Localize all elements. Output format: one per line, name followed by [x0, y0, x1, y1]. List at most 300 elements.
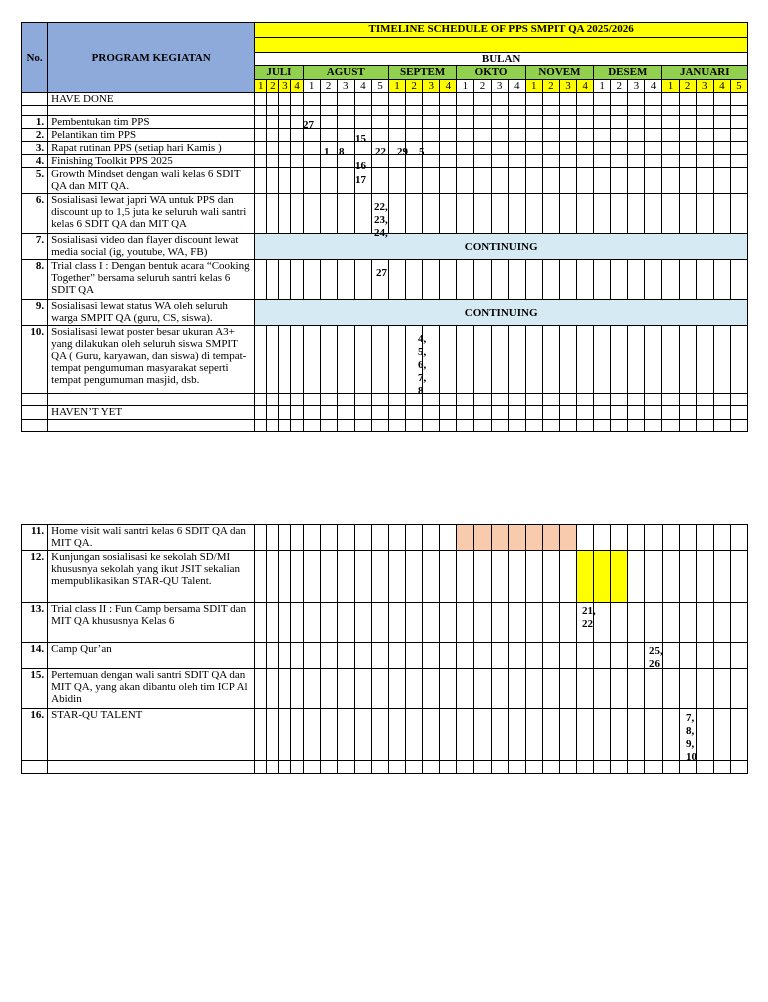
grid-cell	[559, 129, 576, 142]
grid-cell	[594, 709, 611, 761]
grid-cell	[48, 761, 255, 774]
grid-cell	[491, 116, 508, 129]
grid-cell	[594, 551, 611, 603]
grid-cell	[730, 761, 747, 774]
month-septem: SEPTEM	[388, 66, 456, 80]
grid-cell	[320, 761, 337, 774]
grid-cell	[337, 93, 354, 106]
grid-cell	[577, 406, 594, 420]
grid-cell	[457, 142, 474, 155]
grid-cell	[337, 643, 354, 669]
table-row	[22, 168, 748, 194]
grid-cell	[525, 761, 542, 774]
empty-cell	[22, 93, 48, 106]
program-text: Kunjungan sosialisasi ke sekolah SD/MI khususnya sekolah yang ikut JSIT sekalian mempublikasikan STAR-QU Talent.	[48, 551, 255, 603]
grid-cell	[320, 709, 337, 761]
grid-cell	[559, 142, 576, 155]
row-number: 6.	[22, 194, 48, 234]
grid-cell	[291, 155, 303, 168]
grid-cell	[440, 406, 457, 420]
grid-cell	[291, 551, 303, 603]
grid-cell	[279, 260, 291, 300]
grid-cell	[388, 116, 405, 129]
grid-cell	[389, 669, 406, 709]
week-cell: 2	[406, 80, 423, 93]
table-row	[22, 326, 748, 394]
grid-cell	[611, 129, 628, 142]
grid-cell	[508, 525, 525, 551]
grid-cell	[440, 142, 457, 155]
grid-cell	[730, 394, 747, 406]
grid-cell	[303, 420, 320, 432]
grid-cell	[679, 406, 696, 420]
grid-cell	[525, 168, 542, 194]
grid-cell	[542, 709, 559, 761]
grid-cell	[457, 194, 474, 234]
grid-cell	[628, 106, 645, 116]
grid-cell	[255, 142, 267, 155]
grid-cell	[440, 643, 457, 669]
week-cell: 1	[662, 80, 679, 93]
grid-cell	[388, 420, 405, 432]
grid-cell	[559, 155, 576, 168]
program-text: STAR-QU TALENT	[48, 709, 255, 761]
grid-cell	[371, 93, 388, 106]
grid-cell	[542, 420, 559, 432]
grid-cell	[423, 106, 440, 116]
grid-cell	[525, 326, 542, 394]
grid-cell	[679, 155, 696, 168]
grid-cell	[542, 669, 559, 709]
grid-cell	[577, 260, 594, 300]
grid-cell	[440, 394, 457, 406]
mark-row6: 22, 23, 24,	[374, 201, 388, 239]
grid-cell	[542, 603, 559, 643]
grid-cell	[542, 394, 559, 406]
grid-cell	[337, 406, 354, 420]
grid-cell	[371, 129, 388, 142]
grid-cell	[457, 669, 474, 709]
grid-cell	[696, 260, 713, 300]
grid-cell	[423, 420, 440, 432]
spacer-row	[22, 761, 748, 774]
grid-cell	[354, 669, 371, 709]
grid-cell	[611, 603, 628, 643]
grid-cell	[457, 106, 474, 116]
grid-cell	[645, 551, 662, 603]
grid-cell	[594, 420, 611, 432]
grid-cell	[713, 93, 730, 106]
grid-cell	[267, 106, 279, 116]
grid-cell	[279, 761, 291, 774]
grid-cell	[474, 420, 491, 432]
grid-cell	[267, 643, 279, 669]
grid-cell	[645, 168, 662, 194]
grid-cell	[713, 761, 730, 774]
mark-row1: 27	[303, 119, 314, 131]
grid-cell	[696, 551, 713, 603]
grid-cell	[423, 194, 440, 234]
grid-cell	[730, 326, 747, 394]
mark-row3-d: 29	[397, 146, 408, 158]
grid-cell	[508, 394, 525, 406]
grid-cell	[662, 260, 679, 300]
grid-cell	[542, 93, 559, 106]
grid-cell	[525, 603, 542, 643]
grid-cell	[22, 420, 48, 432]
grid-cell	[354, 116, 371, 129]
grid-cell	[440, 761, 457, 774]
grid-cell	[577, 142, 594, 155]
grid-cell	[645, 106, 662, 116]
week-cell: 1	[594, 80, 611, 93]
grid-cell	[474, 326, 491, 394]
grid-cell	[559, 420, 576, 432]
grid-cell	[474, 168, 491, 194]
grid-cell	[491, 603, 508, 643]
grid-cell	[354, 643, 371, 669]
month-agust: AGUST	[303, 66, 388, 80]
grid-cell	[474, 106, 491, 116]
table-row	[22, 300, 748, 326]
grid-cell	[291, 603, 303, 643]
grid-cell	[594, 129, 611, 142]
grid-cell	[491, 93, 508, 106]
grid-cell	[696, 129, 713, 142]
section-have-done	[22, 93, 748, 106]
grid-cell	[354, 709, 371, 761]
grid-cell	[255, 603, 267, 643]
grid-cell	[525, 420, 542, 432]
grid-cell	[303, 525, 320, 551]
grid-cell	[645, 194, 662, 234]
grid-cell	[594, 260, 611, 300]
grid-cell	[508, 260, 525, 300]
grid-cell	[354, 551, 371, 603]
grid-cell	[388, 93, 405, 106]
grid-cell	[491, 394, 508, 406]
grid-cell	[491, 761, 508, 774]
grid-cell	[440, 603, 457, 643]
grid-cell	[628, 129, 645, 142]
grid-cell	[713, 106, 730, 116]
grid-cell	[406, 194, 423, 234]
grid-cell	[611, 155, 628, 168]
table-row	[22, 669, 748, 709]
grid-cell	[267, 669, 279, 709]
grid-cell	[337, 603, 354, 643]
grid-cell	[371, 116, 388, 129]
grid-cell	[423, 603, 440, 643]
grid-cell	[354, 93, 371, 106]
grid-cell	[713, 394, 730, 406]
program-text: Pelantikan tim PPS	[48, 129, 255, 142]
grid-cell	[267, 406, 279, 420]
grid-cell	[255, 406, 267, 420]
grid-cell	[713, 551, 730, 603]
grid-cell	[423, 669, 440, 709]
grid-cell	[662, 129, 679, 142]
grid-cell	[730, 168, 747, 194]
grid-cell	[303, 326, 320, 394]
grid-cell	[696, 525, 713, 551]
grid-cell	[457, 93, 474, 106]
grid-cell	[679, 106, 696, 116]
grid-cell	[696, 106, 713, 116]
grid-cell	[730, 116, 747, 129]
program-text: Pertemuan dengan wali santri SDIT QA dan MIT QA, yang akan dibantu oleh tim ICP Al Abidin	[48, 669, 255, 709]
grid-cell	[508, 551, 525, 603]
section-label-not-yet: HAVEN’T YET	[48, 406, 255, 420]
grid-cell	[291, 326, 303, 394]
grid-cell	[508, 603, 525, 643]
grid-cell	[508, 194, 525, 234]
grid-cell	[354, 394, 371, 406]
grid-cell	[628, 669, 645, 709]
grid-cell	[542, 106, 559, 116]
grid-cell	[713, 709, 730, 761]
grid-cell	[423, 709, 440, 761]
grid-cell	[406, 106, 423, 116]
grid-cell	[354, 194, 371, 234]
grid-cell	[611, 761, 628, 774]
grid-cell	[423, 551, 440, 603]
program-text: Growth Mindset dengan wali kelas 6 SDIT QA dan MIT QA.	[48, 168, 255, 194]
grid-cell	[559, 93, 576, 106]
grid-cell	[542, 142, 559, 155]
grid-cell	[713, 525, 730, 551]
grid-cell	[406, 93, 423, 106]
grid-cell	[279, 129, 291, 142]
grid-cell	[696, 326, 713, 394]
grid-cell	[440, 116, 457, 129]
grid-cell	[508, 326, 525, 394]
continuing-bar: CONTINUING	[255, 234, 748, 260]
grid-cell	[628, 394, 645, 406]
grid-cell	[423, 761, 440, 774]
grid-cell	[457, 643, 474, 669]
grid-cell	[279, 155, 291, 168]
grid-cell	[255, 551, 267, 603]
grid-cell	[662, 155, 679, 168]
program-text: Pembentukan tim PPS	[48, 116, 255, 129]
grid-cell	[730, 93, 747, 106]
grid-cell	[371, 394, 388, 406]
grid-cell	[406, 116, 423, 129]
week-cell: 3	[337, 80, 354, 93]
grid-cell	[679, 168, 696, 194]
grid-cell	[662, 142, 679, 155]
grid-cell	[440, 669, 457, 709]
grid-cell	[371, 260, 388, 300]
grid-cell	[491, 525, 508, 551]
grid-cell	[320, 326, 337, 394]
month-novem: NOVEM	[525, 66, 593, 80]
grid-cell	[337, 761, 354, 774]
grid-cell	[291, 194, 303, 234]
grid-cell	[713, 116, 730, 129]
grid-cell	[22, 106, 48, 116]
grid-cell	[303, 106, 320, 116]
grid-cell	[388, 406, 405, 420]
grid-cell	[457, 394, 474, 406]
month-juli: JULI	[255, 66, 303, 80]
grid-cell	[337, 260, 354, 300]
grid-cell	[255, 709, 267, 761]
grid-cell	[508, 761, 525, 774]
table-row	[22, 116, 748, 129]
grid-cell	[696, 406, 713, 420]
grid-cell	[22, 406, 48, 420]
grid-cell	[440, 168, 457, 194]
grid-cell	[559, 551, 576, 603]
grid-cell	[457, 406, 474, 420]
grid-cell	[679, 551, 696, 603]
week-cell: 3	[491, 80, 508, 93]
grid-cell	[457, 168, 474, 194]
grid-cell	[696, 643, 713, 669]
grid-cell	[577, 116, 594, 129]
grid-cell	[337, 106, 354, 116]
grid-cell	[628, 155, 645, 168]
grid-cell	[491, 326, 508, 394]
grid-cell	[559, 525, 576, 551]
grid-cell	[255, 326, 267, 394]
grid-cell	[611, 142, 628, 155]
week-cell: 4	[577, 80, 594, 93]
grid-cell	[577, 93, 594, 106]
grid-cell	[255, 194, 267, 234]
grid-cell	[628, 116, 645, 129]
grid-cell	[440, 525, 457, 551]
grid-cell	[628, 420, 645, 432]
grid-cell	[577, 106, 594, 116]
grid-cell	[594, 93, 611, 106]
week-cell: 3	[559, 80, 576, 93]
grid-cell	[255, 525, 267, 551]
grid-cell	[474, 525, 491, 551]
grid-cell	[730, 142, 747, 155]
grid-cell	[645, 142, 662, 155]
grid-cell	[474, 669, 491, 709]
mark-row2: 15	[355, 133, 366, 145]
grid-cell	[645, 761, 662, 774]
grid-cell	[388, 129, 405, 142]
grid-cell	[508, 420, 525, 432]
grid-cell	[291, 761, 303, 774]
grid-cell	[354, 106, 371, 116]
grid-cell	[730, 406, 747, 420]
grid-cell	[662, 93, 679, 106]
program-text: Trial class II : Fun Camp bersama SDIT dan MIT QA khususnya Kelas 6	[48, 603, 255, 643]
grid-cell	[594, 406, 611, 420]
grid-cell	[320, 420, 337, 432]
grid-cell	[423, 155, 440, 168]
grid-cell	[662, 603, 679, 643]
grid-cell	[337, 420, 354, 432]
grid-cell	[267, 260, 279, 300]
grid-cell	[440, 709, 457, 761]
row-number: 14.	[22, 643, 48, 669]
grid-cell	[594, 761, 611, 774]
grid-cell	[645, 709, 662, 761]
grid-cell	[406, 406, 423, 420]
grid-cell	[628, 93, 645, 106]
grid-cell	[577, 155, 594, 168]
grid-cell	[679, 420, 696, 432]
grid-cell	[474, 761, 491, 774]
week-cell: 3	[696, 80, 713, 93]
grid-cell	[457, 761, 474, 774]
program-text: Sosialisasi lewat status WA oleh seluruh warga SMPIT QA (guru, CS, siswa).	[48, 300, 255, 326]
grid-cell	[525, 129, 542, 142]
grid-cell	[291, 420, 303, 432]
grid-cell	[291, 669, 303, 709]
grid-cell	[291, 525, 303, 551]
grid-cell	[440, 551, 457, 603]
grid-cell	[594, 142, 611, 155]
grid-cell	[628, 406, 645, 420]
grid-cell	[713, 155, 730, 168]
grid-cell	[406, 761, 423, 774]
grid-cell	[440, 194, 457, 234]
grid-cell	[389, 761, 406, 774]
grid-cell	[594, 168, 611, 194]
grid-cell	[320, 260, 337, 300]
program-text: Trial class I : Dengan bentuk acara “Cooking Together” bersama seluruh santri kelas 6 SDIT QA	[48, 260, 255, 300]
grid-cell	[267, 142, 279, 155]
grid-cell	[457, 551, 474, 603]
grid-cell	[337, 168, 354, 194]
grid-cell	[679, 142, 696, 155]
grid-cell	[423, 406, 440, 420]
spacer-row	[22, 420, 748, 432]
title-spacer	[255, 38, 748, 53]
grid-cell	[255, 155, 267, 168]
grid-cell	[577, 168, 594, 194]
grid-cell	[48, 394, 255, 406]
grid-cell	[559, 106, 576, 116]
grid-cell	[406, 551, 423, 603]
week-cell: 1	[388, 80, 405, 93]
grid-cell	[423, 260, 440, 300]
grid-cell	[508, 129, 525, 142]
grid-cell	[320, 168, 337, 194]
grid-cell	[423, 525, 440, 551]
grid-cell	[542, 643, 559, 669]
grid-cell	[645, 525, 662, 551]
grid-cell	[48, 106, 255, 116]
grid-cell	[508, 116, 525, 129]
grid-cell	[474, 394, 491, 406]
grid-cell	[279, 194, 291, 234]
grid-cell	[662, 551, 679, 603]
grid-cell	[423, 168, 440, 194]
grid-cell	[628, 194, 645, 234]
grid-cell	[594, 643, 611, 669]
grid-cell	[559, 669, 576, 709]
week-cell: 1	[303, 80, 320, 93]
grid-cell	[303, 155, 320, 168]
grid-cell	[320, 603, 337, 643]
grid-cell	[22, 761, 48, 774]
grid-cell	[491, 643, 508, 669]
grid-cell	[730, 551, 747, 603]
grid-cell	[491, 194, 508, 234]
grid-cell	[696, 93, 713, 106]
grid-cell	[320, 116, 337, 129]
grid-cell	[611, 643, 628, 669]
